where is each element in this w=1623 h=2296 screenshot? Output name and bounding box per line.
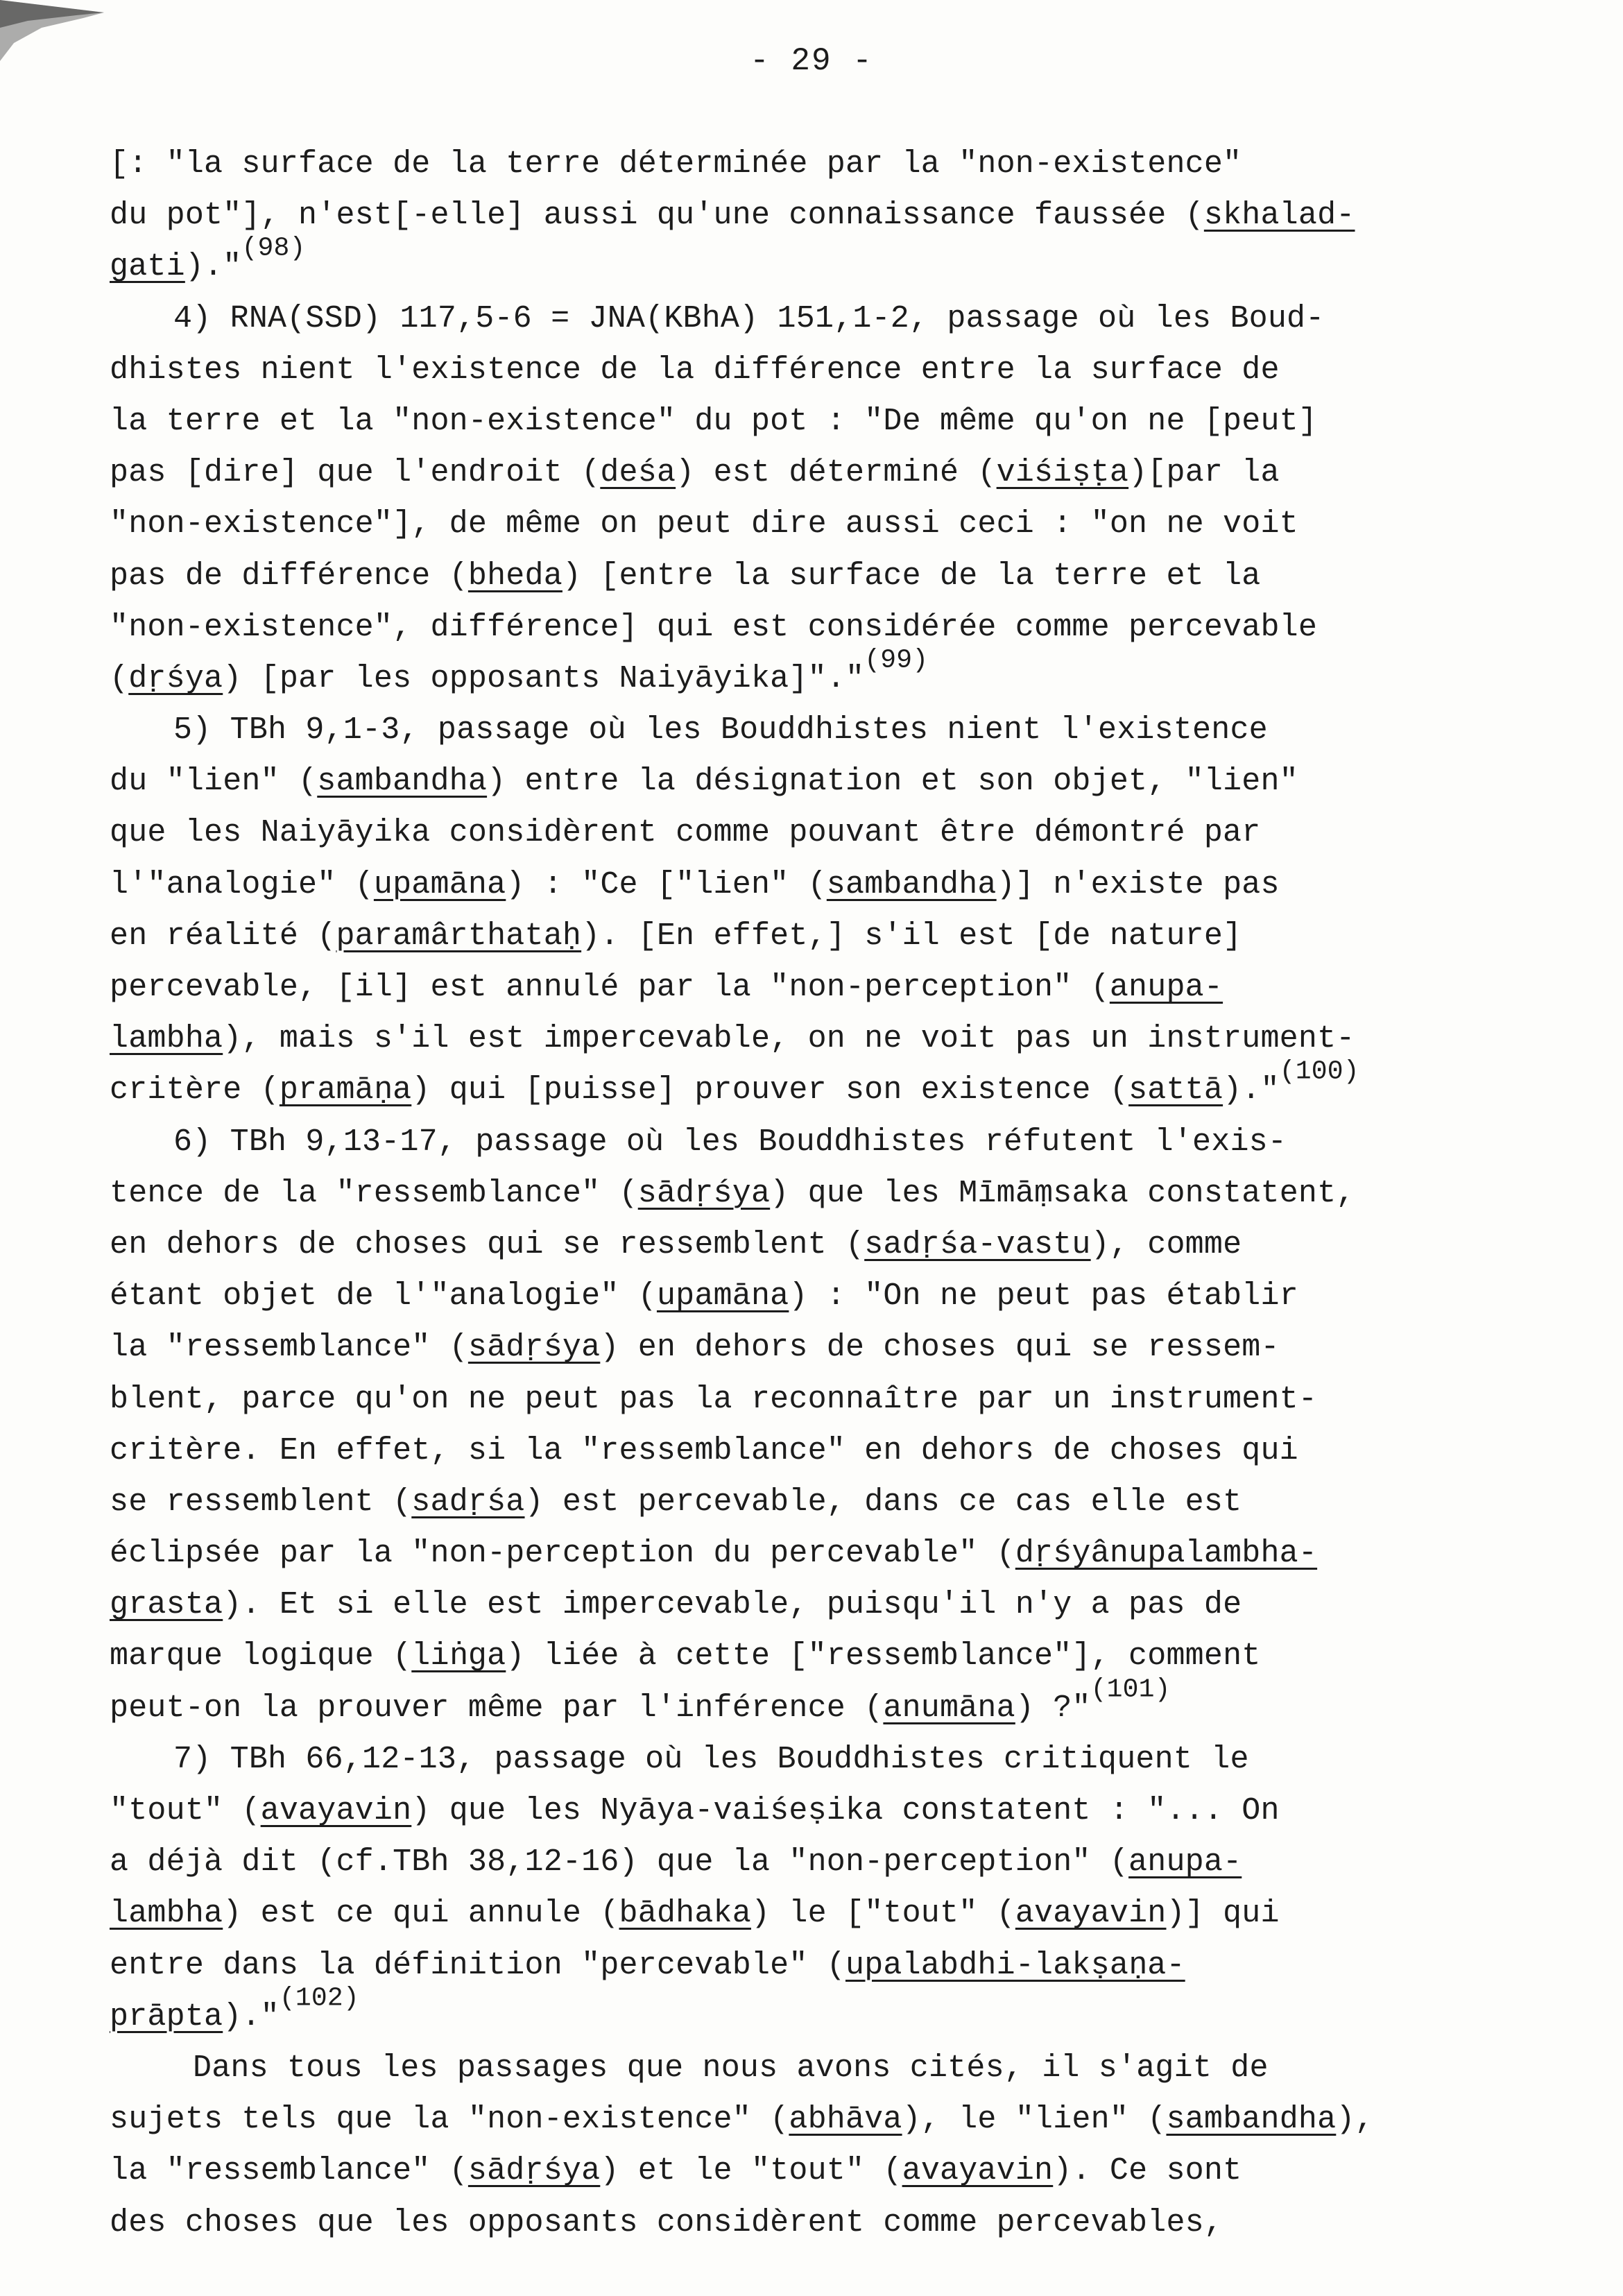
sanskrit-term: dṛśyânupalambha- <box>1015 1536 1318 1572</box>
sanskrit-term: anupa- <box>1128 1844 1242 1881</box>
text-run: "tout" ( <box>110 1793 261 1828</box>
sanskrit-term: lambha <box>110 1021 223 1057</box>
text-run: tence de la "ressemblance" ( <box>110 1175 638 1211</box>
text-run: ). [En effet,] s'il est [de nature] <box>581 918 1242 954</box>
text-run: )] qui <box>1166 1896 1280 1932</box>
sanskrit-term: prāpta <box>110 1998 223 2034</box>
text-line <box>110 1477 1518 1528</box>
text-run: ) que les Mīmāṃsaka constatent, <box>770 1175 1355 1211</box>
text-run: )[par la <box>1128 455 1280 491</box>
sanskrit-term: lambha <box>110 1896 223 1932</box>
text-line <box>110 1374 1518 1425</box>
text-run: ), comme <box>1090 1226 1242 1262</box>
text-line <box>110 1425 1518 1477</box>
text-run: 6) TBh 9,13-17, passage où les Bouddhistes réfutent l'exis- <box>173 1124 1287 1160</box>
text-line <box>110 2043 1518 2094</box>
text-line <box>110 1837 1518 1888</box>
text-run: sujets tels que la "non-existence" ( <box>110 2102 789 2138</box>
text-run: ) [par les opposants Naiyāyika]"." <box>223 660 865 696</box>
text-run: )." <box>223 1998 280 2034</box>
text-run: que les Naiyāyika considèrent comme pouvant être démontré par <box>110 815 1261 851</box>
sanskrit-term: sadṛśa <box>411 1484 525 1520</box>
sanskrit-term: sādṛśya <box>467 2153 601 2189</box>
text-line <box>110 705 1518 756</box>
text-run: 5) TBh 9,1-3, passage où les Bouddhistes nient l'existence <box>173 712 1268 748</box>
text-line <box>110 396 1518 447</box>
sanskrit-term: avayavin <box>260 1793 412 1828</box>
text-run: critère. En effet, si la "ressemblance" en dehors de choses qui <box>110 1432 1298 1468</box>
text-line <box>110 190 1518 241</box>
sanskrit-term: avayavin <box>902 2153 1054 2189</box>
text-line <box>110 807 1518 859</box>
text-line <box>110 293 1518 345</box>
text-run: des choses que les opposants considèrent comme percevables, <box>110 2204 1223 2241</box>
sanskrit-term: paramârthataḥ <box>336 918 582 954</box>
sanskrit-term: sattā <box>1128 1072 1223 1108</box>
text-line <box>110 2198 1518 2249</box>
text-line <box>110 499 1518 550</box>
text-run: ) est percevable, dans ce cas elle est <box>524 1484 1242 1520</box>
text-line <box>110 756 1518 807</box>
footnote-ref: (100) <box>1279 1056 1359 1087</box>
text-run: 4) RNA(SSD) 117,5-6 = JNA(KBhA) 151,1-2, passage où les Boud- <box>173 300 1325 336</box>
sanskrit-term: avayavin <box>1015 1896 1167 1932</box>
text-run: en dehors de choses qui se ressemblent ( <box>110 1226 865 1262</box>
text-run: "non-existence"], de même on peut dire aussi ceci : "on ne voit <box>110 506 1298 542</box>
sanskrit-term: upamāna <box>373 866 506 902</box>
text-line <box>110 447 1518 499</box>
sanskrit-term: anupa- <box>1109 970 1223 1005</box>
text-line <box>110 345 1518 396</box>
text-run: entre dans la définition "percevable" ( <box>110 1947 845 1983</box>
text-line <box>110 1785 1518 1837</box>
text-run: ) entre la désignation et son objet, "lien" <box>487 764 1298 800</box>
text-line <box>110 602 1518 653</box>
sanskrit-term: dṛśya <box>128 660 223 696</box>
text-run: la terre et la "non-existence" du pot : "De même qu'on ne [peut] <box>110 403 1318 439</box>
text-run: éclipsée par la "non-perception du percevable" ( <box>110 1536 1015 1572</box>
text-run: ) : "Ce ["lien" ( <box>506 866 827 902</box>
text-line <box>110 962 1518 1013</box>
text-run: ) ?" <box>1015 1690 1091 1726</box>
sanskrit-term: sādṛśya <box>467 1330 601 1366</box>
footnote-ref: (99) <box>864 645 929 676</box>
text-line <box>110 911 1518 962</box>
text-line <box>110 645 1518 705</box>
text-run: étant objet de l'"analogie" ( <box>110 1278 657 1314</box>
sanskrit-term: upamāna <box>656 1278 789 1314</box>
text-line <box>110 2145 1518 2197</box>
text-line <box>110 1271 1518 1322</box>
sanskrit-term: abhāva <box>789 2102 902 2138</box>
text-line <box>110 139 1518 190</box>
text-run: en réalité ( <box>110 918 336 954</box>
text-run: du "lien" ( <box>110 764 318 800</box>
text-line <box>110 1168 1518 1219</box>
text-run: ( <box>110 660 129 696</box>
sanskrit-term: upalabdhi-lakṣaṇa- <box>845 1947 1185 1983</box>
text-run: marque logique ( <box>110 1638 412 1674</box>
sanskrit-term: grasta <box>110 1587 223 1623</box>
text-run: blent, parce qu'on ne peut pas la reconnaître par un instrument- <box>110 1381 1318 1417</box>
text-run: ) le ["tout" ( <box>750 1896 1015 1932</box>
sanskrit-term: sādṛśya <box>637 1175 771 1211</box>
text-line <box>110 233 1518 293</box>
text-run: dhistes nient l'existence de la différence entre la surface de <box>110 352 1280 388</box>
text-run: la "ressemblance" ( <box>110 2153 468 2189</box>
sanskrit-term: deśa <box>600 455 676 491</box>
text-run: )." <box>1223 1072 1280 1108</box>
text-line <box>110 1674 1518 1734</box>
text-line <box>110 1117 1518 1168</box>
text-run: ) liée à cette ["ressemblance"], comment <box>506 1638 1261 1674</box>
sanskrit-term: skhalad- <box>1203 198 1355 234</box>
text-run: ) [entre la surface de la terre et la <box>562 558 1261 594</box>
sanskrit-term: bādhaka <box>619 1896 751 1932</box>
sanskrit-term: viśiṣṭa <box>996 455 1129 491</box>
text-run: ), le "lien" ( <box>902 2102 1167 2138</box>
body-text <box>110 139 1518 2249</box>
text-run: l'"analogie" ( <box>110 866 374 902</box>
text-run: ). Ce sont <box>1053 2153 1242 2189</box>
footnote-ref: (102) <box>279 1983 359 2014</box>
text-line <box>110 859 1518 911</box>
text-run: pas [dire] que l'endroit ( <box>110 455 601 491</box>
text-line <box>110 551 1518 602</box>
page-number: - 29 - <box>750 43 873 79</box>
sanskrit-term: sambandha <box>317 764 488 800</box>
text-run: )] n'existe pas <box>996 866 1280 902</box>
text-line <box>110 1056 1518 1116</box>
text-run: 7) TBh 66,12-13, passage où les Bouddhistes critiquent le <box>173 1741 1249 1777</box>
text-run: "non-existence", différence] qui est considérée comme percevable <box>110 609 1318 645</box>
text-run: ) en dehors de choses qui se ressem- <box>600 1330 1280 1366</box>
text-line <box>110 1579 1518 1631</box>
sanskrit-term: sambandha <box>826 866 997 902</box>
text-line <box>110 1631 1518 1682</box>
text-run: )." <box>184 249 242 285</box>
text-run: ) qui [puisse] prouver son existence ( <box>411 1072 1129 1108</box>
footnote-ref: (98) <box>241 233 306 264</box>
text-run: ) et le "tout" ( <box>600 2153 902 2189</box>
text-run: pas de différence ( <box>110 558 468 594</box>
text-run: ), mais s'il est impercevable, on ne voit pas un instrument- <box>223 1021 1355 1057</box>
text-run: a déjà dit (cf.TBh 38,12-16) que la "non-perception" ( <box>110 1844 1129 1881</box>
sanskrit-term: anumāna <box>883 1690 1015 1726</box>
text-line <box>110 1322 1518 1373</box>
text-line <box>110 1983 1518 2043</box>
text-line <box>110 1888 1518 1939</box>
text-run: ) est déterminé ( <box>676 455 997 491</box>
sanskrit-term: liṅga <box>411 1638 506 1674</box>
text-run: ) : "On ne peut pas établir <box>789 1278 1298 1314</box>
sanskrit-term: pramāṇa <box>279 1072 412 1108</box>
text-run: ). Et si elle est impercevable, puisqu'il n'y a pas de <box>223 1587 1242 1623</box>
text-run: se ressemblent ( <box>110 1484 412 1520</box>
text-run: percevable, [il] est annulé par la "non-perception" ( <box>110 970 1110 1005</box>
sanskrit-term: gati <box>110 249 185 285</box>
sanskrit-term: sambandha <box>1166 2102 1337 2138</box>
text-run: ) que les Nyāya-vaiśeṣika constatent : "... On <box>411 1793 1280 1828</box>
sanskrit-term: sadṛśa-vastu <box>864 1226 1091 1262</box>
text-run: du pot"], n'est[-elle] aussi qu'une connaissance faussée ( <box>110 198 1204 234</box>
text-run: ), <box>1336 2102 1374 2138</box>
text-run: ) est ce qui annule ( <box>223 1896 619 1932</box>
text-line <box>110 1219 1518 1271</box>
text-run: la "ressemblance" ( <box>110 1330 468 1366</box>
text-run: Dans tous les passages que nous avons cités, il s'agit de <box>193 2050 1269 2086</box>
text-line <box>110 1734 1518 1785</box>
text-line <box>110 1528 1518 1579</box>
text-run: critère ( <box>110 1072 280 1108</box>
text-run: peut-on la prouver même par l'inférence ( <box>110 1690 884 1726</box>
text-run: [: "la surface de la terre déterminée par la "non-existence" <box>110 146 1242 182</box>
text-line <box>110 2094 1518 2145</box>
sanskrit-term: bheda <box>467 558 563 594</box>
footnote-ref: (101) <box>1090 1674 1171 1705</box>
